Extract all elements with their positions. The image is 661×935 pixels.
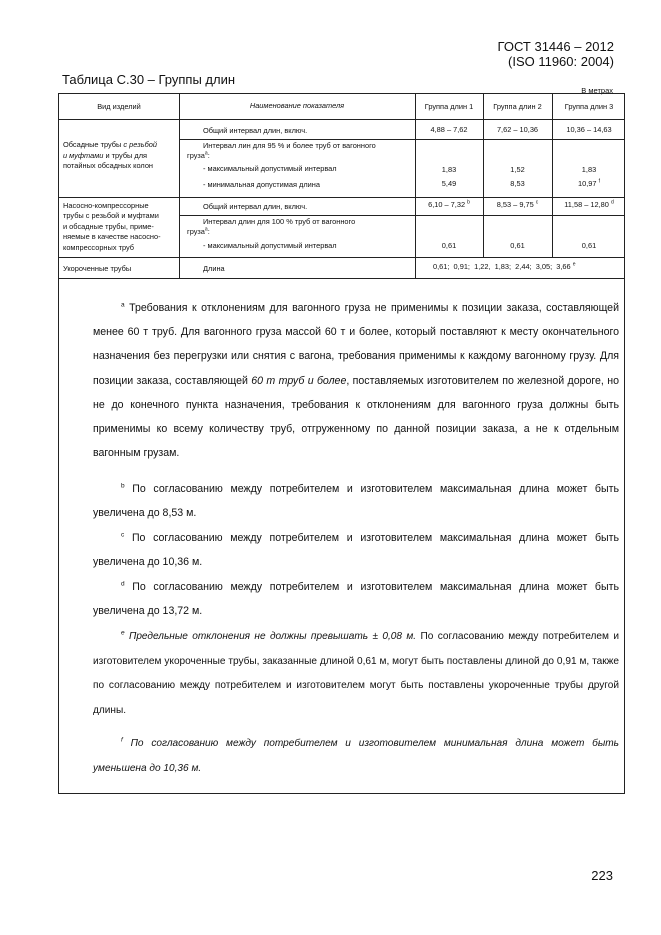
tubing-label [63, 201, 179, 253]
tubing-label-line: компрессорных труб [63, 242, 134, 252]
casing-min-g3-value: 10,97 [578, 179, 597, 188]
footnote-ref: а [204, 226, 208, 233]
short-pipes-values [433, 262, 576, 272]
footnote-b-mark: b [121, 482, 125, 490]
tubing-interval-line: Интервал длин для 100 % труб от вагонного [203, 217, 356, 226]
tubing-label-line: и обсадные трубы, приме- [63, 221, 154, 231]
casing-interval-label: Интервал лин для 95 % и более труб от вагонного груза$^а$: [187, 141, 376, 160]
header-product: Вид изделий [97, 102, 141, 111]
casing-interval-line: Интервал лин для 95 % и более труб от вагонного [203, 141, 376, 150]
table-rule [179, 215, 624, 216]
footnote-ref: b [467, 199, 470, 206]
short-pipes-values-text: 0,61; 0,91; 1,22, 1,83; 2,44; 3,05; 3,66 [433, 262, 571, 271]
footnote-e [93, 625, 619, 723]
casing-label-part: Обсадные трубы [63, 140, 122, 149]
table-rule [483, 94, 484, 257]
tubing-label-line: Насосно-компрессорные [63, 201, 149, 210]
footnote-e-text: По согласованию между потребителем и изготовителем укороченные трубы, заказанные длиной 0,61 м, могут быть поставлены длиной до 0,91 м, также по согласованию между потребителем и изготовителем могут быть поставлены укороченные трубы другой длины. [93, 631, 619, 716]
tubing-label-line: трубы с резьбой и муфтами [63, 211, 159, 221]
table-title: Таблица С.30 – Группы длин [62, 72, 236, 87]
casing-min-g1: 5,49 [441, 179, 457, 188]
footnote-c [93, 526, 619, 574]
header-group-1: Группа длин 1 [424, 102, 474, 111]
casing-interval-line: груза [187, 151, 205, 160]
header-group-3: Группа длин 3 [564, 102, 614, 111]
footnote-a-italic: 60 т труб и более [251, 374, 347, 387]
tubing-total-g2-value: 8,53 – 9,75 [496, 200, 534, 209]
casing-max-g1: 1,83 [441, 165, 457, 174]
table-rule [59, 197, 624, 198]
tubing-max-g2: 0,61 [510, 241, 525, 250]
footnote-ref: f [598, 178, 600, 185]
casing-total-label: Общий интервал длин, включ. [203, 126, 308, 135]
casing-max-g2: 1,52 [510, 165, 525, 174]
casing-max-label: - максимальный допустимый интервал [203, 164, 337, 173]
tubing-total-g1 [415, 200, 483, 210]
footnote-b [93, 477, 619, 525]
footnote-d-text: По согласованию между потребителем и изготовителем максимальная длина может быть увеличена до 13,72 м. [93, 581, 619, 618]
footnote-f-mark: f [121, 736, 123, 744]
casing-total-g2: 7,62 – 10,36 [496, 125, 539, 134]
casing-min-label: - минимальная допустимая длина [203, 180, 320, 189]
units-label: В метрах [581, 86, 613, 95]
table-rule [59, 257, 624, 258]
casing-min-g2: 8,53 [510, 179, 525, 188]
table-frame [58, 93, 625, 794]
footnote-e-italic: Предельные отклонения не должны превышать ± 0,08 м. [129, 631, 417, 642]
tubing-interval-line: груза [187, 227, 205, 236]
footnote-f [93, 731, 619, 781]
tubing-label-line: няемые в качестве насосно- [63, 232, 161, 242]
header-indicator: Наименование показателя [249, 101, 345, 110]
footnote-d [93, 575, 619, 623]
footnote-ref: а [204, 150, 208, 157]
footnote-f-text: По согласованию между потребителем и изготовителем минимальная длина может быть уменьшена до 10,36 м. [93, 738, 619, 774]
tubing-total-g2 [483, 200, 552, 210]
short-pipes-label: Укороченные трубы [63, 264, 132, 273]
short-pipes-indicator: Длина [203, 264, 225, 273]
footnote-ref: c [535, 199, 539, 206]
casing-label-part: и муфтами [63, 150, 104, 160]
table-rule [552, 94, 553, 257]
table-rule [179, 94, 180, 278]
footnote-a [93, 296, 619, 465]
casing-max-g3: 1,83 [581, 165, 597, 174]
page-number: 223 [591, 868, 613, 883]
footnote-ref: e [572, 261, 576, 268]
casing-total-g1: 4,88 – 7,62 [430, 125, 468, 134]
casing-min-g3 [552, 179, 626, 189]
footnote-ref: d [610, 199, 614, 206]
footnote-a-text-2: , поставляемых изготовителем по железной дороге, но не до конечного пункта назначения, требования к отклонениям для вагонного груза должны быть применимы ко всему количеству труб, отгруженному по данной позиции заказа, а не к отдельным вагонным грузам. [93, 374, 619, 460]
tubing-max-g3: 0,61 [581, 241, 597, 250]
footnote-e-mark: e [121, 629, 125, 637]
casing-label-part: с резьбой [123, 140, 157, 149]
footnote-c-mark: c [121, 531, 125, 539]
tubing-total-g3 [552, 200, 626, 210]
tubing-total-g1-value: 6,10 – 7,32 [428, 200, 466, 209]
footnote-a-mark: a [121, 301, 125, 309]
tubing-total-label: Общий интервал длин, включ. [203, 202, 308, 211]
table-rule [59, 278, 624, 279]
casing-label [63, 140, 177, 172]
tubing-max-label: - максимальный допустимый интервал [203, 241, 337, 250]
footnote-d-mark: d [121, 580, 125, 588]
casing-label-part: потайных обсадных колон [63, 161, 154, 170]
tubing-max-g1: 0,61 [441, 241, 457, 250]
footnote-b-text: По согласованию между потребителем и изготовителем максимальная длина может быть увеличена до 8,53 м. [93, 483, 619, 520]
standard-number: ГОСТ 31446 – 2012 [497, 39, 614, 54]
table-rule [179, 139, 624, 140]
iso-reference: (ISO 11960: 2004) [508, 54, 614, 69]
casing-label-part: и трубы для [105, 150, 148, 160]
header-group-2: Группа длин 2 [493, 102, 542, 111]
casing-total-g3: 10,36 – 14,63 [566, 125, 612, 134]
footnote-a-text: Требования к отклонениям для вагонного груза не применимы к позиции заказа, составляющей менее 60 т труб. Для вагонного груза массой 60 т и более, который поставляют к месту окончательного назначения без перегрузки или снятия с вагона, требования применимы к каждому вагонному грузу. Для позиции заказа, составляющей [93, 302, 619, 387]
table-rule [59, 119, 624, 120]
footnote-c-text: По согласованию между потребителем и изготовителем максимальная длина может быть увеличена до 10,36 м. [93, 532, 619, 569]
tubing-total-g3-value: 11,58 – 12,80 [564, 200, 609, 209]
tubing-interval-label: Интервал длин для 100 % труб от вагонного груза$^а$: [187, 217, 356, 236]
